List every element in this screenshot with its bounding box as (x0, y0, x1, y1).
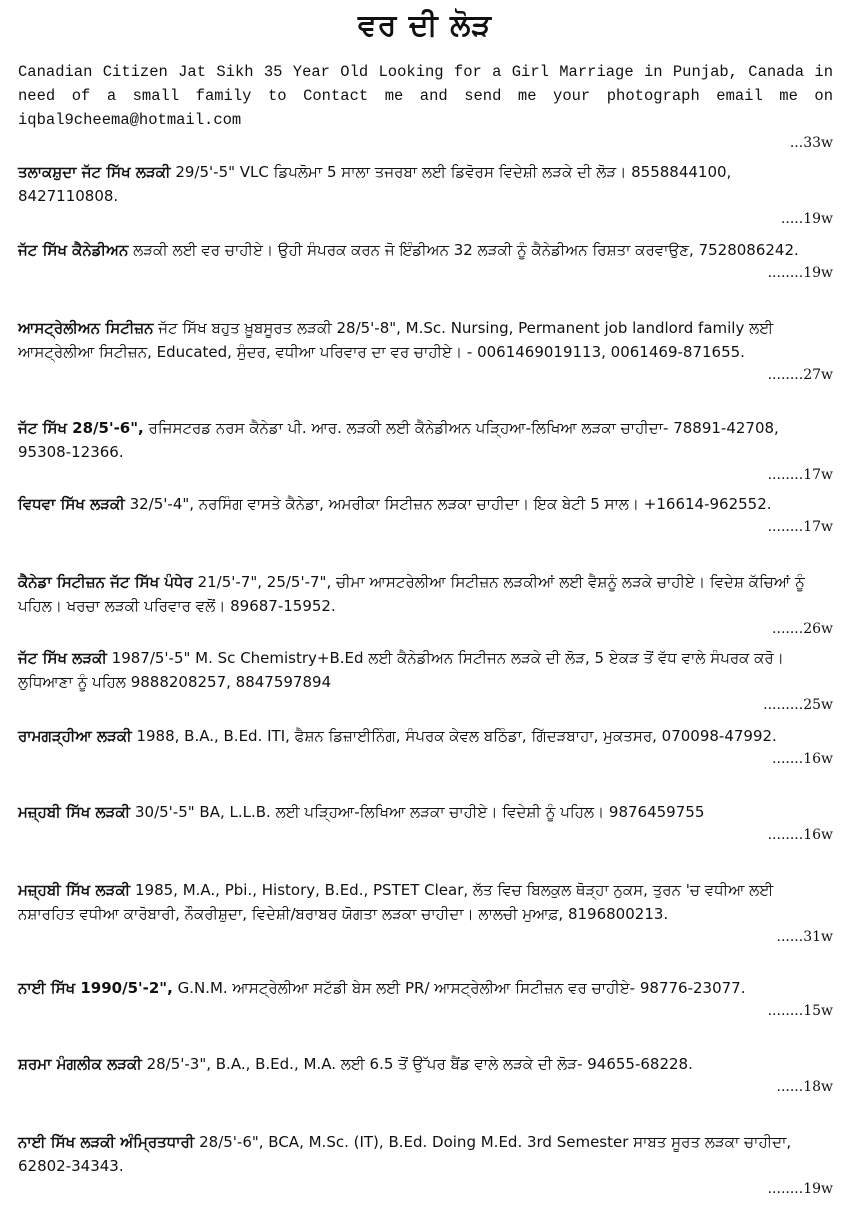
ad-ref: ........17w (767, 467, 833, 483)
classified-ad (18, 976, 833, 1022)
ad-ref: ........17w (767, 519, 833, 535)
ad-heading: ਰਾਮਗੜ੍ਹੀਆ ਲੜਕੀ (18, 727, 132, 745)
classified-ad (18, 878, 833, 948)
ad-body: ਲੜਕੀ ਲਈ ਵਰ ਚਾਹੀਏ। ਉਹੀ ਸੰਪਰਕ ਕਰਨ ਜੋ ਇੰਡੀਅਨ 32 ਲੜਕੀ ਨੂੰ ਕੈਨੇਡੀਅਨ ਰਿਸ਼ਤਾ ਕਰਵਾਉਣ, 7528086242. (133, 241, 799, 259)
ad-body: 32/5'-4", ਨਰਸਿੰਗ ਵਾਸਤੇ ਕੈਨੇਡਾ, ਅਮਰੀਕਾ ਸਿਟੀਜ਼ਨ ਲੜਕਾ ਚਾਹੀਦਾ। ਇਕ ਬੇਟੀ 5 ਸਾਲ। +16614-962552. (129, 495, 772, 513)
classified-ad (18, 724, 833, 770)
ad-ref: .........25w (763, 697, 833, 713)
ad-heading: ਜੱਟ ਸਿੱਖ ਲੜਕੀ (18, 649, 107, 667)
ad-body: 21/5'-7", 25/5'-7", ਚੀਮਾ ਆਸਟਰੇਲੀਆ ਸਿਟੀਜ਼ਨ ਲੜਕੀਆਂ ਲਈ ਵੈਸ਼ਨੂੰ ਲੜਕੇ ਚਾਹੀਏ। ਵਿਦੇਸ਼ ਕੱਚਿਆਂ ਨੂੰ ਪਹਿਲ। ਖਰਚਾ ਲੜਕੀ ਪਰਿਵਾਰ ਵਲੋਂ। 89687-15952. (18, 573, 805, 615)
ad-body: G.N.M. ਆਸਟ੍ਰੇਲੀਆ ਸਟੱਡੀ ਬੇਸ ਲਈ PR/ ਆਸਟ੍ਰੇਲੀਆ ਸਿਟੀਜ਼ਨ ਵਰ ਚਾਹੀਏ- 98776-23077. (177, 979, 746, 997)
ad-body: 28/5'-3", B.A., B.Ed., M.A. ਲਈ 6.5 ਤੋਂ ਉੱਪਰ ਬੈਂਡ ਵਾਲੇ ਲੜਕੇ ਦੀ ਲੋੜ- 94655-68228. (146, 1055, 693, 1073)
ad-heading: ਮਜ਼੍ਹਬੀ ਸਿੱਖ ਲੜਕੀ (18, 803, 131, 821)
classified-ad (18, 646, 833, 716)
ad-heading: ਜੱਟ ਸਿੱਖ 28/5'-6", (18, 419, 144, 437)
ad-body: 30/5'-5" BA, L.L.B. ਲਈ ਪੜ੍ਹਿਆ-ਲਿਖਿਆ ਲੜਕਾ ਚਾਹੀਏ। ਵਿਦੇਸ਼ੀ ਨੂੰ ਪਹਿਲ। 9876459755 (134, 803, 705, 821)
classified-ad (18, 416, 833, 486)
page-title: ਵਰ ਦੀ ਲੋੜ (357, 8, 493, 43)
ad-ref: ........15w (767, 1003, 833, 1019)
ad-ref: .....19w (780, 211, 833, 227)
ad-heading: ਨਾਈ ਸਿੱਖ ਲੜਕੀ ਅੰਮ੍ਰਿਤਧਾਰੀ (18, 1133, 195, 1151)
ad-body: 29/5'-5" VLC ਡਿਪਲੋਮਾ 5 ਸਾਲਾ ਤਜਰਬਾ ਲਈ ਡਿਵੋਰਸ ਵਿਦੇਸ਼ੀ ਲੜਕੇ ਦੀ ਲੋੜ। 8558844100, 8427110808. (18, 163, 732, 205)
ad-ref: ...33w (789, 135, 833, 151)
ad-heading: ਨਾਈ ਸਿੱਖ 1990/5'-2", (18, 979, 173, 997)
ad-heading: ਆਸਟ੍ਰੇਲੀਅਨ ਸਿਟੀਜ਼ਨ (18, 319, 154, 337)
ad-body: 1985, M.A., Pbi., History, B.Ed., PSTET Clear, ਲੱਤ ਵਿਚ ਬਿਲਕੁਲ ਥੋੜ੍ਹਾ ਨੁਕਸ, ਤੁਰਨ 'ਚ ਵਧੀਆ ਲਈ ਨਸ਼ਾਰਹਿਤ ਵਧੀਆ ਕਾਰੋਬਾਰੀ, ਨੌਕਰੀਸ਼ੁਦਾ, ਵਿਦੇਸ਼ੀ/ਬਰਾਬਰ ਯੋਗਤਾ ਲੜਕਾ ਚਾਹੀਦਾ। ਲਾਲਚੀ ਮੁਆਫ਼, 8196800213. (18, 881, 774, 923)
ad-ref: .......16w (772, 751, 833, 767)
ad-heading: ਵਿਧਵਾ ਸਿੱਖ ਲੜਕੀ (18, 495, 125, 513)
ad-ref: .......26w (772, 621, 833, 637)
classified-ad (18, 160, 833, 230)
classified-ad (18, 1052, 833, 1098)
ad-body: 1988, B.A., B.Ed. ITI, ਫੈਸ਼ਨ ਡਿਜ਼ਾਈਨਿੰਗ, ਸੰਪਰਕ ਕੇਵਲ ਬਠਿੰਡਾ, ਗਿੱਦੜਬਾਹਾ, ਮੁਕਤਸਰ, 070098-47992. (136, 727, 777, 745)
classified-ad (18, 1130, 833, 1200)
classified-ad (18, 570, 833, 640)
ad-ref: ......18w (776, 1079, 833, 1095)
ad-heading: ਕੈਨੇਡਾ ਸਿਟੀਜ਼ਨ ਜੱਟ ਸਿੱਖ ਪੰਧੇਰ (18, 573, 193, 591)
ad-heading: ਸ਼ਰਮਾ ਮੰਗਲੀਕ ਲੜਕੀ (18, 1055, 142, 1073)
ad-ref: ........27w (767, 367, 833, 383)
ad-heading: ਤਲਾਕਸ਼ੁਦਾ ਜੱਟ ਸਿੱਖ ਲੜਕੀ (18, 163, 171, 181)
intro-ad (18, 60, 833, 154)
ad-ref: ........19w (767, 265, 833, 281)
classified-ad (18, 492, 833, 538)
classified-ad (18, 800, 833, 846)
ad-body: 1987/5'-5" M. Sc Chemistry+B.Ed ਲਈ ਕੈਨੇਡੀਅਨ ਸਿਟੀਜਨ ਲੜਕੇ ਦੀ ਲੋੜ, 5 ਏਕੜ ਤੋਂ ਵੱਧ ਵਾਲੇ ਸੰਪਰਕ ਕਰੋ। ਲੁਧਿਆਣਾ ਨੂੰ ਪਹਿਲ 9888208257, 8847597894 (18, 649, 784, 691)
ad-ref: ........19w (767, 1181, 833, 1197)
ad-body: ਰਜਿਸਟਰਡ ਨਰਸ ਕੈਨੇਡਾ ਪੀ. ਆਰ. ਲੜਕੀ ਲਈ ਕੈਨੇਡੀਅਨ ਪੜ੍ਹਿਆ-ਲਿਖਿਆ ਲੜਕਾ ਚਾਹੀਦਾ- 78891-42708, 95308-12366. (18, 419, 779, 461)
ad-body: 28/5'-6", BCA, M.Sc. (IT), B.Ed. Doing M.Ed. 3rd Semester ਸਾਬਤ ਸੂਰਤ ਲੜਕਾ ਚਾਹੀਦਾ, 62802-34343. (18, 1133, 792, 1175)
ad-ref: ......31w (776, 929, 833, 945)
ad-ref: ........16w (767, 827, 833, 843)
classified-ad (18, 238, 833, 284)
ad-heading: ਜੱਟ ਸਿੱਖ ਕੈਨੇਡੀਅਨ (18, 241, 129, 259)
ad-body: ਜੱਟ ਸਿੱਖ ਬਹੁਤ ਖ਼ੂਬਸੂਰਤ ਲੜਕੀ 28/5'-8", M.Sc. Nursing, Permanent job landlord family ਲਈ ਆਸਟ੍ਰੇਲੀਆ ਸਿਟੀਜ਼ਨ, Educated, ਸੁੰਦਰ, ਵਧੀਆ ਪਰਿਵਾਰ ਦਾ ਵਰ ਚਾਹੀਏ। - 0061469019113, 0061469-871655. (18, 319, 774, 361)
intro-text: Canadian Citizen Jat Sikh 35 Year Old Looking for a Girl Marriage in Punjab, Canada in need of a small family to Contact me and send me your photograph email me on iqbal9cheema@hotmail.com (18, 63, 833, 129)
classified-ad (18, 316, 833, 386)
ad-heading: ਮਜ਼੍ਹਬੀ ਸਿੱਖ ਲੜਕੀ (18, 881, 131, 899)
